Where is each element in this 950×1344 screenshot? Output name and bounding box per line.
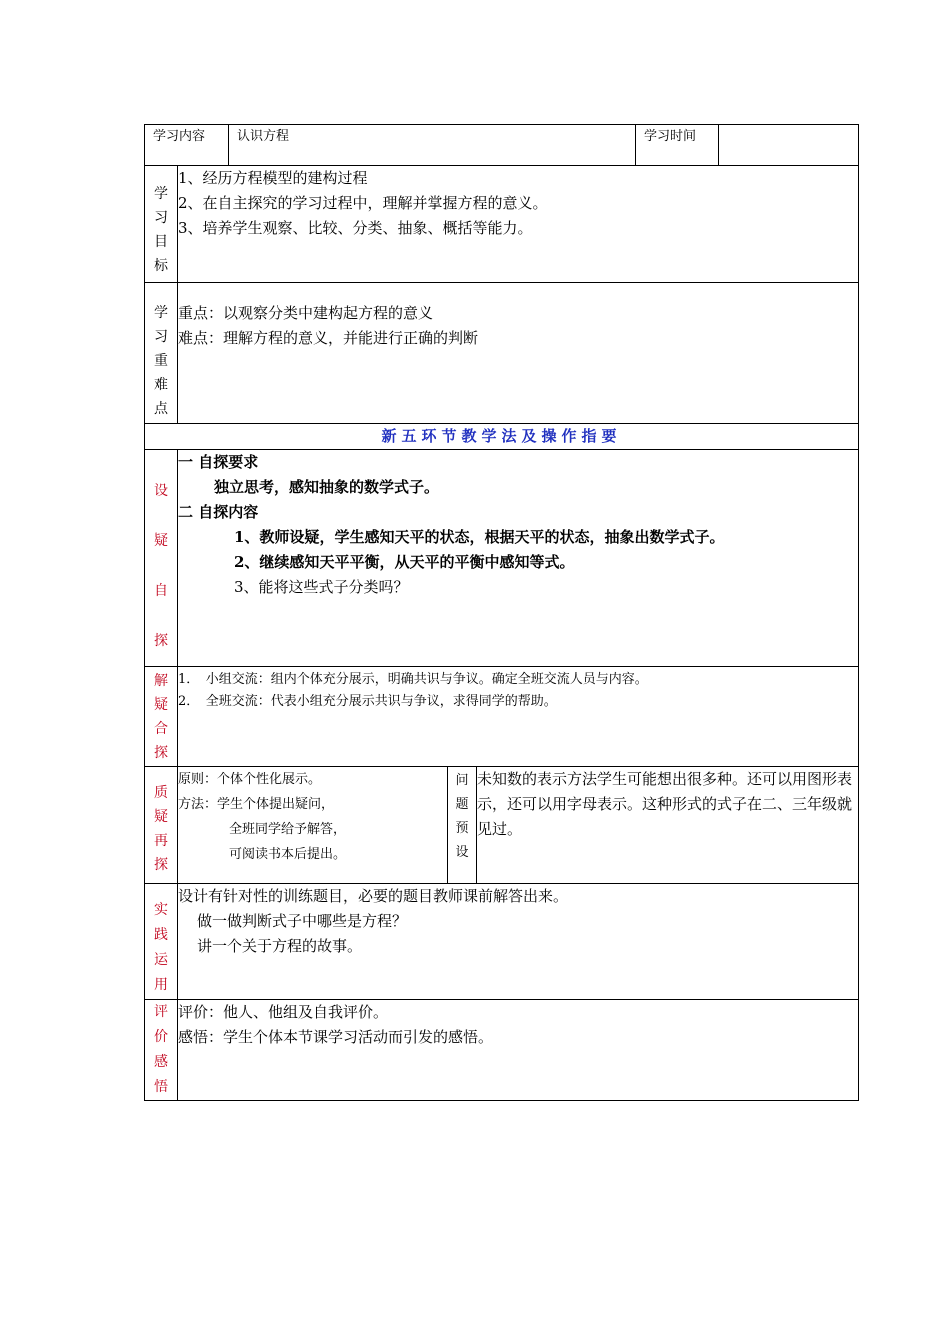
stage3-left-item: 原则：个体个性化展示。 [178, 772, 322, 787]
stage5-content [178, 1000, 859, 1101]
goal-item: 3、培养学生观察、比较、分类、抽象、概括等能力。 [178, 219, 533, 237]
section-title: 新五环节教学法及操作指要 [145, 424, 859, 450]
key-point-item: 重点：以观察分类中建构起方程的意义 [178, 304, 434, 322]
time-label: 学习时间 [644, 129, 697, 144]
stage1-req-text: 独立思考，感知抽象的数学式子。 [214, 478, 440, 496]
key-point-item: 难点：理解方程的意义，并能进行正确的判断 [178, 329, 479, 347]
stage3-left-item: 全班同学给予解答， [229, 822, 347, 837]
stage2-row [145, 667, 859, 767]
time-value-cell [719, 125, 859, 166]
stage5-row [145, 1000, 859, 1101]
goal-item: 1、经历方程模型的建构过程 [178, 169, 368, 187]
time-label-cell [636, 125, 719, 166]
stage3-mid-label: 问 题 预 设 [448, 767, 477, 884]
stage3-left-item: 可阅读书本后提出。 [229, 847, 347, 862]
stage2-label: 解 疑 合 探 [145, 667, 178, 767]
section-title-row [145, 424, 859, 450]
lesson-plan-table [144, 124, 859, 1101]
stage4-item: 做一做判断式子中哪些是方程？ [197, 912, 408, 930]
content-value-cell [229, 125, 636, 166]
content-label: 学习内容 [153, 129, 206, 144]
stage3-row [145, 767, 859, 884]
key-points-content [178, 283, 859, 424]
key-points-row [145, 283, 859, 424]
stage1-content-title: 二 自探内容 [178, 503, 259, 521]
stage3-right-text: 未知数的表示方法学生可能想出很多种。还可以用图形表示，还可以用字母表示。这种形式的式子在二、三年级就见过。 [477, 770, 853, 838]
key-points-label: 学 习 重 难 点 [145, 283, 178, 424]
stage4-item: 讲一个关于方程的故事。 [197, 937, 363, 955]
stage3-right-content [477, 767, 859, 884]
content-label-cell [145, 125, 229, 166]
stage4-item: 设计有针对性的训练题目，必要的题目教师课前解答出来。 [178, 887, 569, 905]
goal-item: 2、在自主探究的学习过程中，理解并掌握方程的意义。 [178, 194, 548, 212]
goals-content [178, 166, 859, 283]
stage3-label: 质 疑 再 探 [145, 767, 178, 884]
header-row [145, 125, 859, 166]
stage3-left-item: 方法：学生个体提出疑问， [178, 797, 335, 812]
stage1-req-title: 一 自探要求 [178, 453, 259, 471]
time-value [719, 125, 858, 129]
stage5-label: 评 价 感 悟 [145, 1000, 178, 1101]
stage2-item: 2． 全班交流：代表小组充分展示共识与争议，求得同学的帮助。 [178, 694, 557, 709]
stage2-content [178, 667, 859, 767]
stage2-item: 1． 小组交流：组内个体充分展示，明确共识与争议。确定全班交流人员与内容。 [178, 672, 648, 687]
stage3-left-content [178, 767, 448, 884]
stage1-label: 设 疑 自 探 [145, 450, 178, 667]
stage1-content-item: 2、继续感知天平平衡，从天平的平衡中感知等式。 [234, 553, 575, 571]
stage4-content [178, 884, 859, 1000]
content-value: 认识方程 [237, 129, 290, 144]
goals-label: 学 习 目 标 [145, 166, 178, 283]
goals-row [145, 166, 859, 283]
stage4-row [145, 884, 859, 1000]
stage4-label: 实 践 运 用 [145, 884, 178, 1000]
stage5-item: 评价：他人、他组及自我评价。 [178, 1003, 389, 1021]
stage1-content-item: 3、能将这些式子分类吗？ [234, 578, 409, 596]
stage5-item: 感悟：学生个体本节课学习活动而引发的感悟。 [178, 1028, 494, 1046]
stage1-content [178, 450, 859, 667]
stage1-content-item: 1、教师设疑，学生感知天平的状态，根据天平的状态，抽象出数学式子。 [234, 528, 725, 546]
stage1-row [145, 450, 859, 667]
